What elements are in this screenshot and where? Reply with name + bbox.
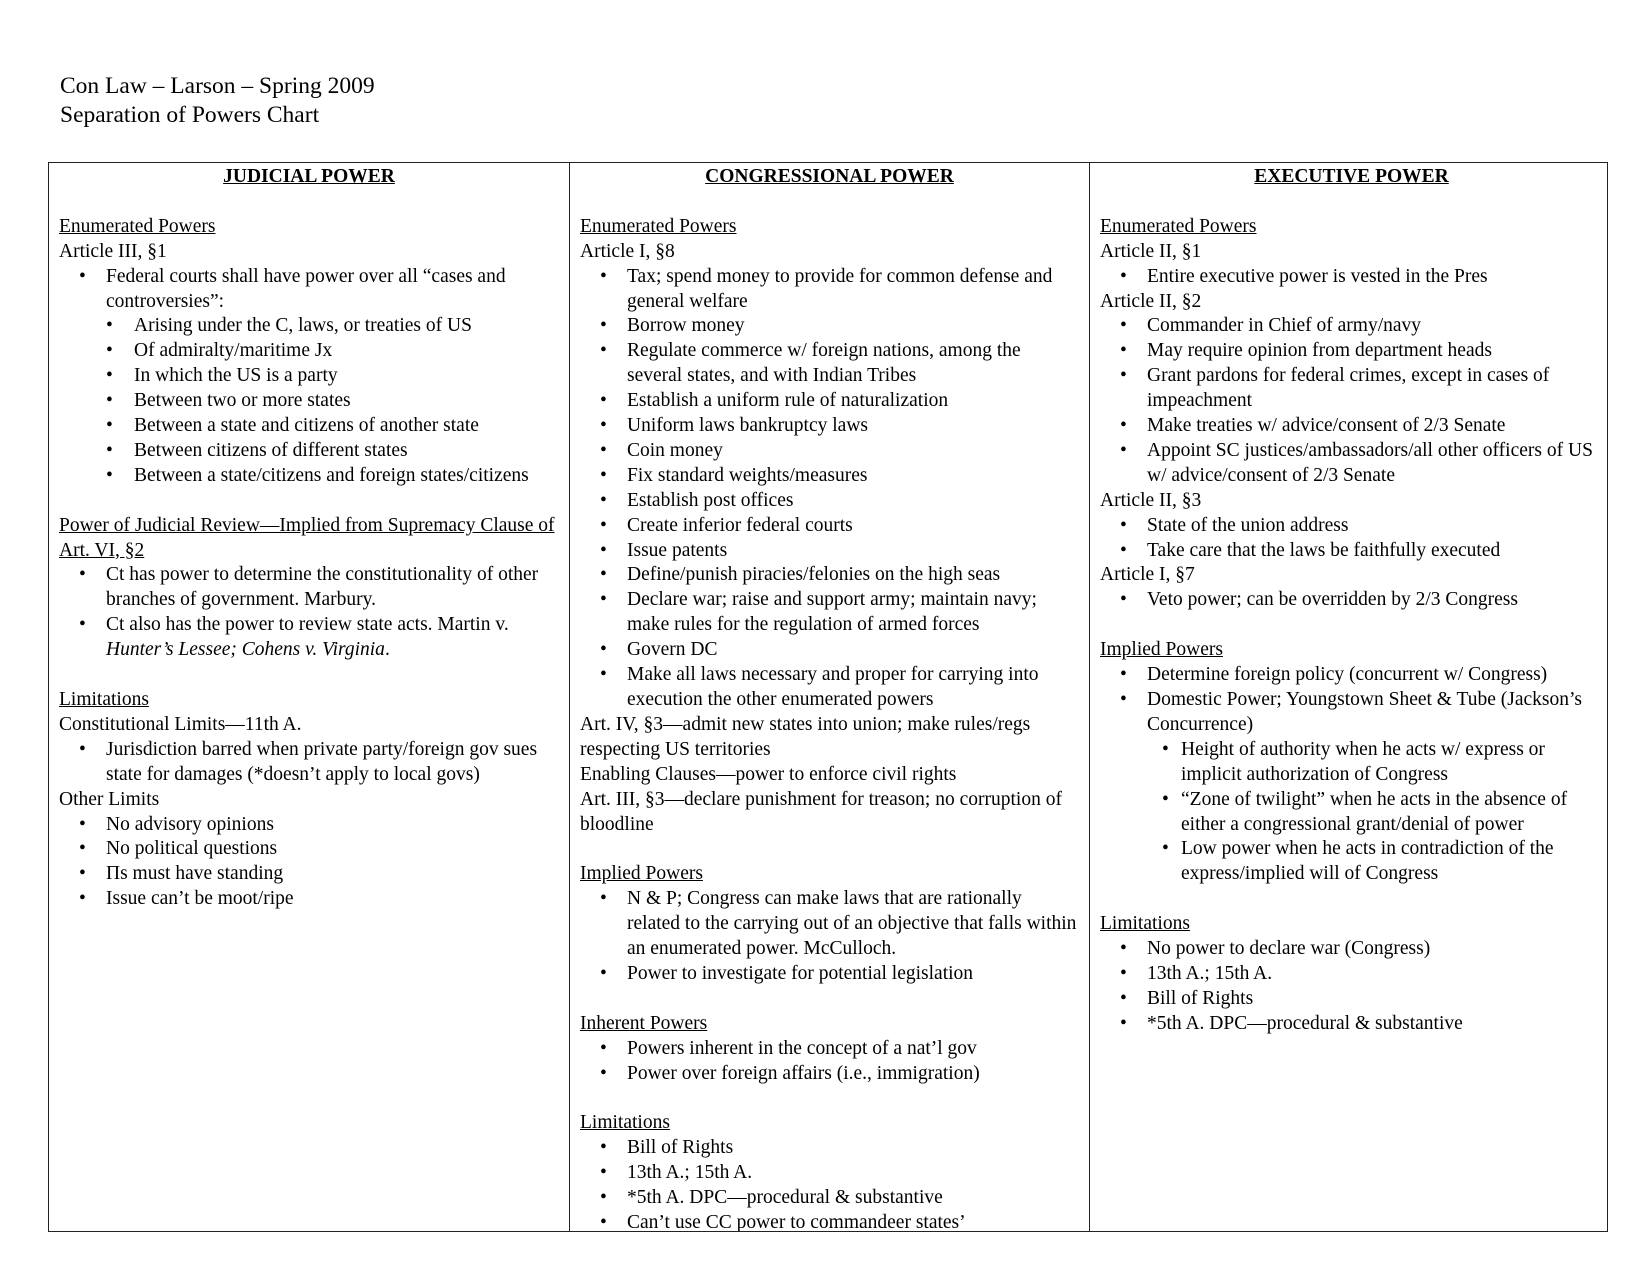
list-item: • Determine foreign policy (concurrent w/ Congress) xyxy=(1100,663,1603,688)
congress-enabling: Enabling Clauses—power to enforce civil rights xyxy=(580,763,957,785)
judicial-review-heading: Power of Judicial Review—Implied from Supremacy Clause of Art. VI, §2 xyxy=(59,514,555,561)
list-item: • Between a state and citizens of another state xyxy=(59,414,559,439)
list-item: • Between two or more states xyxy=(59,389,559,414)
list-item: • No power to declare war (Congress) xyxy=(1100,937,1603,962)
congress-inherent-heading: Inherent Powers xyxy=(580,1012,708,1034)
list-item: • Arising under the C, laws, or treaties of US xyxy=(59,314,559,339)
congress-implied-list xyxy=(580,887,1079,987)
judicial-article-3-1: Article III, §1 xyxy=(59,240,167,262)
exec-implied-heading: Implied Powers xyxy=(1100,639,1223,661)
exec-article-2-1: Article II, §1 xyxy=(1100,240,1202,262)
list-item: • Jurisdiction barred when private party/foreign gov sues state for damages (*doesn’t apply to local govs) xyxy=(59,738,559,788)
list-item: • No advisory opinions xyxy=(59,813,559,838)
judicial-other-list xyxy=(59,813,559,913)
list-item: • Borrow money xyxy=(580,314,1079,339)
list-item: • Fix standard weights/measures xyxy=(580,464,1079,489)
judicial-review-list xyxy=(59,563,559,663)
judicial-limits-heading: Limitations xyxy=(59,688,149,710)
judicial-column xyxy=(49,163,569,1231)
list-item: • Low power when he acts in contradiction of the express/implied will of Congress xyxy=(1100,837,1603,887)
list-item: • Bill of Rights xyxy=(580,1136,1079,1161)
exec-article-2-2: Article II, §2 xyxy=(1100,290,1202,312)
list-item: • Power to investigate for potential legislation xyxy=(580,962,1079,987)
list-item: • Bill of Rights xyxy=(1100,987,1603,1012)
judicial-other-limits: Other Limits xyxy=(59,788,160,810)
congress-art3-3: Art. III, §3—declare punishment for treason; no corruption of bloodline xyxy=(580,788,1062,835)
list-item: • Make all laws necessary and proper for carrying into execution the other enumerated powers xyxy=(580,663,1079,713)
list-item: • Can’t use CC power to commandeer states’ xyxy=(580,1211,1079,1231)
list-item: • Coin money xyxy=(580,439,1079,464)
list-item: • Make treaties w/ advice/consent of 2/3 Senate xyxy=(1100,414,1603,439)
list-item: • Between a state/citizens and foreign states/citizens xyxy=(59,464,559,489)
exec-enum-heading: Enumerated Powers xyxy=(1100,215,1257,237)
list-item: • Domestic Power; Youngstown Sheet & Tube (Jackson’s Concurrence) xyxy=(1100,688,1603,738)
document-title xyxy=(60,72,375,130)
title-course: Con Law – Larson – Spring 2009 xyxy=(60,73,375,99)
list-item: • Πs must have standing xyxy=(59,862,559,887)
list-item: • Entire executive power is vested in the Pres xyxy=(1100,265,1603,290)
list-item: • N & P; Congress can make laws that are rationally related to the carrying out of an objective that falls within an enumerated power. McCulloch. xyxy=(580,887,1079,962)
list-item: • Of admiralty/maritime Jx xyxy=(59,339,559,364)
executive-column xyxy=(1089,163,1607,1231)
title-chart: Separation of Powers Chart xyxy=(60,102,320,128)
congress-enum-heading: Enumerated Powers xyxy=(580,215,737,237)
review-period: . xyxy=(384,639,390,661)
congress-inherent-list xyxy=(580,1037,1079,1087)
list-item: • Define/punish piracies/felonies on the high seas xyxy=(580,563,1079,588)
congress-implied-heading: Implied Powers xyxy=(580,863,703,885)
judicial-enum-heading: Enumerated Powers xyxy=(59,215,216,237)
exec-art2-2-list xyxy=(1100,314,1603,488)
exec-implied-list xyxy=(1100,663,1603,887)
list-item: • Ct has power to determine the constitutionality of other branches of government. Marbury. xyxy=(59,563,559,613)
list-item: • In which the US is a party xyxy=(59,364,559,389)
exec-limits-list xyxy=(1100,937,1603,1037)
list-item xyxy=(59,613,559,663)
judicial-enum-list xyxy=(59,265,559,489)
list-item: • Veto power; can be overridden by 2/3 Congress xyxy=(1100,588,1603,613)
judicial-heading: JUDICIAL POWER xyxy=(223,166,395,187)
list-item: • Grant pardons for federal crimes, except in cases of impeachment xyxy=(1100,364,1603,414)
list-item: • Govern DC xyxy=(580,638,1079,663)
congress-article-1-8: Article I, §8 xyxy=(580,240,675,262)
congressional-heading: CONGRESSIONAL POWER xyxy=(705,166,954,187)
list-item: • Height of authority when he acts w/ express or implicit authorization of Congress xyxy=(1100,738,1603,788)
list-item: • Issue patents xyxy=(580,539,1079,564)
exec-limits-heading: Limitations xyxy=(1100,913,1190,935)
exec-article-2-3: Article II, §3 xyxy=(1100,489,1202,511)
list-item: • Uniform laws bankruptcy laws xyxy=(580,414,1079,439)
list-item: • Take care that the laws be faithfully executed xyxy=(1100,539,1603,564)
congress-art4: Art. IV, §3—admit new states into union; make rules/regs respecting US territories xyxy=(580,713,1031,760)
list-item: • Commander in Chief of army/navy xyxy=(1100,314,1603,339)
list-item: • Powers inherent in the concept of a nat’l gov xyxy=(580,1037,1079,1062)
list-item: • Issue can’t be moot/ripe xyxy=(59,887,559,912)
list-item: • Federal courts shall have power over all “cases and controversies”: xyxy=(59,265,559,315)
list-item: • Appoint SC justices/ambassadors/all other officers of US w/ advice/consent of 2/3 Senate xyxy=(1100,439,1603,489)
exec-art2-3-list xyxy=(1100,514,1603,564)
list-item: • “Zone of twilight” when he acts in the absence of either a congressional grant/denial of power xyxy=(1100,788,1603,838)
exec-article-1-7: Article I, §7 xyxy=(1100,564,1195,586)
list-item: • Between citizens of different states xyxy=(59,439,559,464)
exec-art2-1-list xyxy=(1100,265,1603,290)
congress-enum-list xyxy=(580,265,1079,713)
executive-heading: EXECUTIVE POWER xyxy=(1254,166,1449,187)
list-item: • 13th A.; 15th A. xyxy=(1100,962,1603,987)
list-item: • Tax; spend money to provide for common defense and general welfare xyxy=(580,265,1079,315)
list-item: • Regulate commerce w/ foreign nations, among the several states, and with Indian Tribes xyxy=(580,339,1079,389)
list-item: • Create inferior federal courts xyxy=(580,514,1079,539)
list-item: • *5th A. DPC—procedural & substantive xyxy=(1100,1012,1603,1037)
list-item: • May require opinion from department heads xyxy=(1100,339,1603,364)
congress-limits-heading: Limitations xyxy=(580,1112,670,1134)
powers-chart-table xyxy=(48,162,1608,1232)
list-item: • Declare war; raise and support army; maintain navy; make rules for the regulation of armed forces xyxy=(580,588,1079,638)
list-item: • *5th A. DPC—procedural & substantive xyxy=(580,1186,1079,1211)
judicial-const-list xyxy=(59,738,559,788)
list-item: • Establish a uniform rule of naturalization xyxy=(580,389,1079,414)
list-item: • Establish post offices xyxy=(580,489,1079,514)
list-item: • Power over foreign affairs (i.e., immigration) xyxy=(580,1062,1079,1087)
review-case-names: Hunter’s Lessee; Cohens v. Virginia xyxy=(106,639,385,661)
list-item: • No political questions xyxy=(59,837,559,862)
exec-art1-7-list xyxy=(1100,588,1603,613)
list-item: • State of the union address xyxy=(1100,514,1603,539)
judicial-const-limits: Constitutional Limits—11th A. xyxy=(59,713,302,735)
review-text: Ct also has the power to review state acts. Martin v. xyxy=(106,614,509,636)
list-item: • 13th A.; 15th A. xyxy=(580,1161,1079,1186)
congress-limits-list xyxy=(580,1136,1079,1231)
congressional-column xyxy=(569,163,1089,1231)
